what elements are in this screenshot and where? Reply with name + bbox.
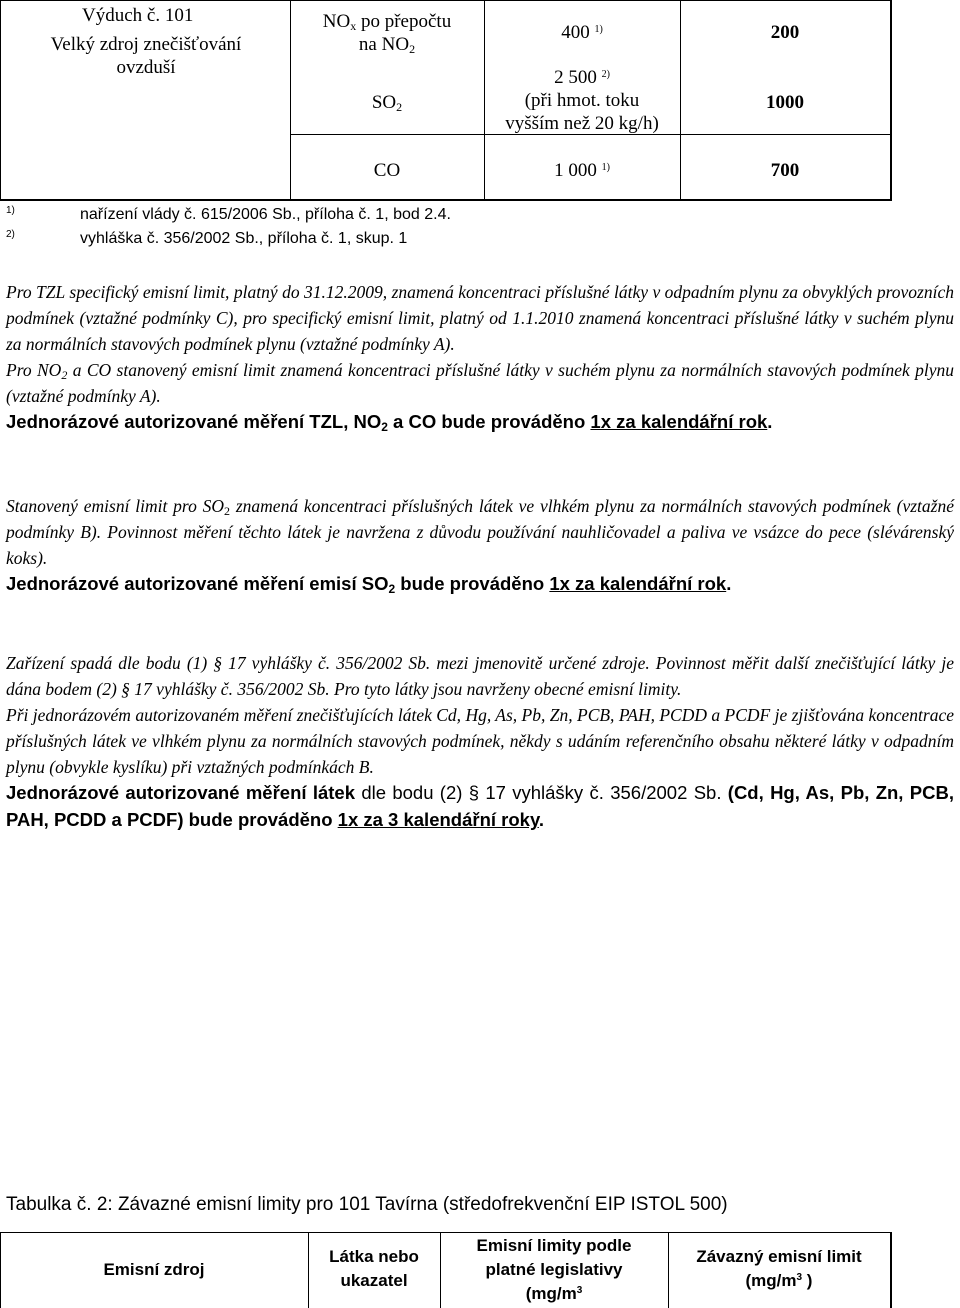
source-cell (6, 4, 286, 79)
co-binding-limit: 700 (770, 160, 800, 181)
so2-legal-limit: 2 500 $^{2)}$ (při hmot. toku vyšším než 20 kg/h) (505, 67, 659, 134)
so2-binding-limit: 1000 (766, 92, 804, 113)
nox-co-explanation: Pro $NO_2$ a CO stanovený emisní limit znamená koncentraci příslušné látky v suchém plynu za normálních stavových podmínek plynu (vztažné podmínky A). (6, 360, 954, 406)
paragraph-so2-limits (6, 493, 954, 597)
source-line-3: ovzduší (116, 57, 176, 78)
source-line-2: Velký zdroj znečišťování (50, 34, 242, 55)
so2-label: $SO_2$ (371, 92, 403, 114)
header-emission-source: Emisní zdroj (103, 1260, 205, 1279)
tzl-explanation: Pro TZL specifický emisní limit, platný do 31.12.2009, znamená koncentraci příslušné látky v odpadním plynu za obvyklých provozních podmínek (vztažné podmínky C), pro specifický emisní limit, platný od 1.1.2010 znamená koncentraci příslušné látky v suchém plynu za normálních stavových podmínek plynu (vztažné podmínky A). (6, 282, 954, 354)
nox-binding-limit: 200 (770, 22, 800, 43)
measurement-tzl-statement: Jednorázové autorizované měření TZL, $NO_2$ a CO bude prováděno 1x za kalendářní rok. (6, 411, 773, 434)
header-substance: Látka nebo ukazatel (329, 1247, 419, 1290)
co-label: CO (373, 160, 401, 181)
header-legal-limits: Emisní limity podle platné legislativy ($mg/m^3$ (476, 1236, 632, 1303)
table2-title: Tabulka č. 2: Závazné emisní limity pro 101 Tavírna (středofrekvenční EIP ISTOL 500) (6, 1194, 728, 1215)
heavy-metals-explanation: Při jednorázovém autorizovaném měření znečišťujících látek Cd, Hg, As, Pb, Zn, PCB, PAH, PCDD a PCDF je zjišťována koncentrace příslušných látek ve vlhkém plynu za normálních stavových podmínek, někdy s udáním referenčního obsahu některé látky v odpadním plynu (obvykle kyslíku) při vztažných podmínkách B. (6, 705, 954, 777)
nox-legal-limit: 400 $^{1)}$ (561, 22, 603, 43)
named-source-explanation: Zařízení spadá dle bodu (1) § 17 vyhlášky č. 356/2002 Sb. mezi jmenovitě určené zdroje. Povinnost měřit další znečišťující látky je dána bodem (2) § 17 vyhlášky č. 356/2002 Sb. Pro tyto látky jsou navrženy obecné emisní limity. (6, 653, 954, 699)
header-binding-limit: Závazný emisní limit ($mg/m^3$ ) (696, 1247, 862, 1290)
paragraph-heavy-metals (6, 650, 954, 834)
co-legal-limit: 1 000 $^{1)}$ (554, 160, 610, 181)
paragraph-tzl-limits (6, 279, 954, 435)
nox-label: $NO_x$ po přepočtu na $NO_2$ (322, 11, 452, 56)
source-line-1: Výduch č. 101 (82, 5, 194, 26)
measurement-so2-statement: Jednorázové autorizované měření emisí $SO_2$ bude prováděno 1x za kalendářní rok. (6, 573, 732, 596)
so2-explanation: Stanovený emisní limit pro $SO_2$ znamená koncentraci příslušných látek ve vlhkém plynu za normálních stavových podmínek (vztažné podmínky B). Povinnost měření těchto látek je navržena z důvodu používání nauhličovadel a paliva ve vsázce do pece (slévárenský koks). (6, 496, 954, 568)
measurement-heavy-metals-statement: Jednorázové autorizované měření látek dle bodu (2) § 17 vyhlášky č. 356/2002 Sb. (Cd, Hg, As, Pb, Zn, PCB, PAH, PCDD a PCDF) bude prováděno 1x za 3 kalendářní roky. (6, 782, 954, 830)
